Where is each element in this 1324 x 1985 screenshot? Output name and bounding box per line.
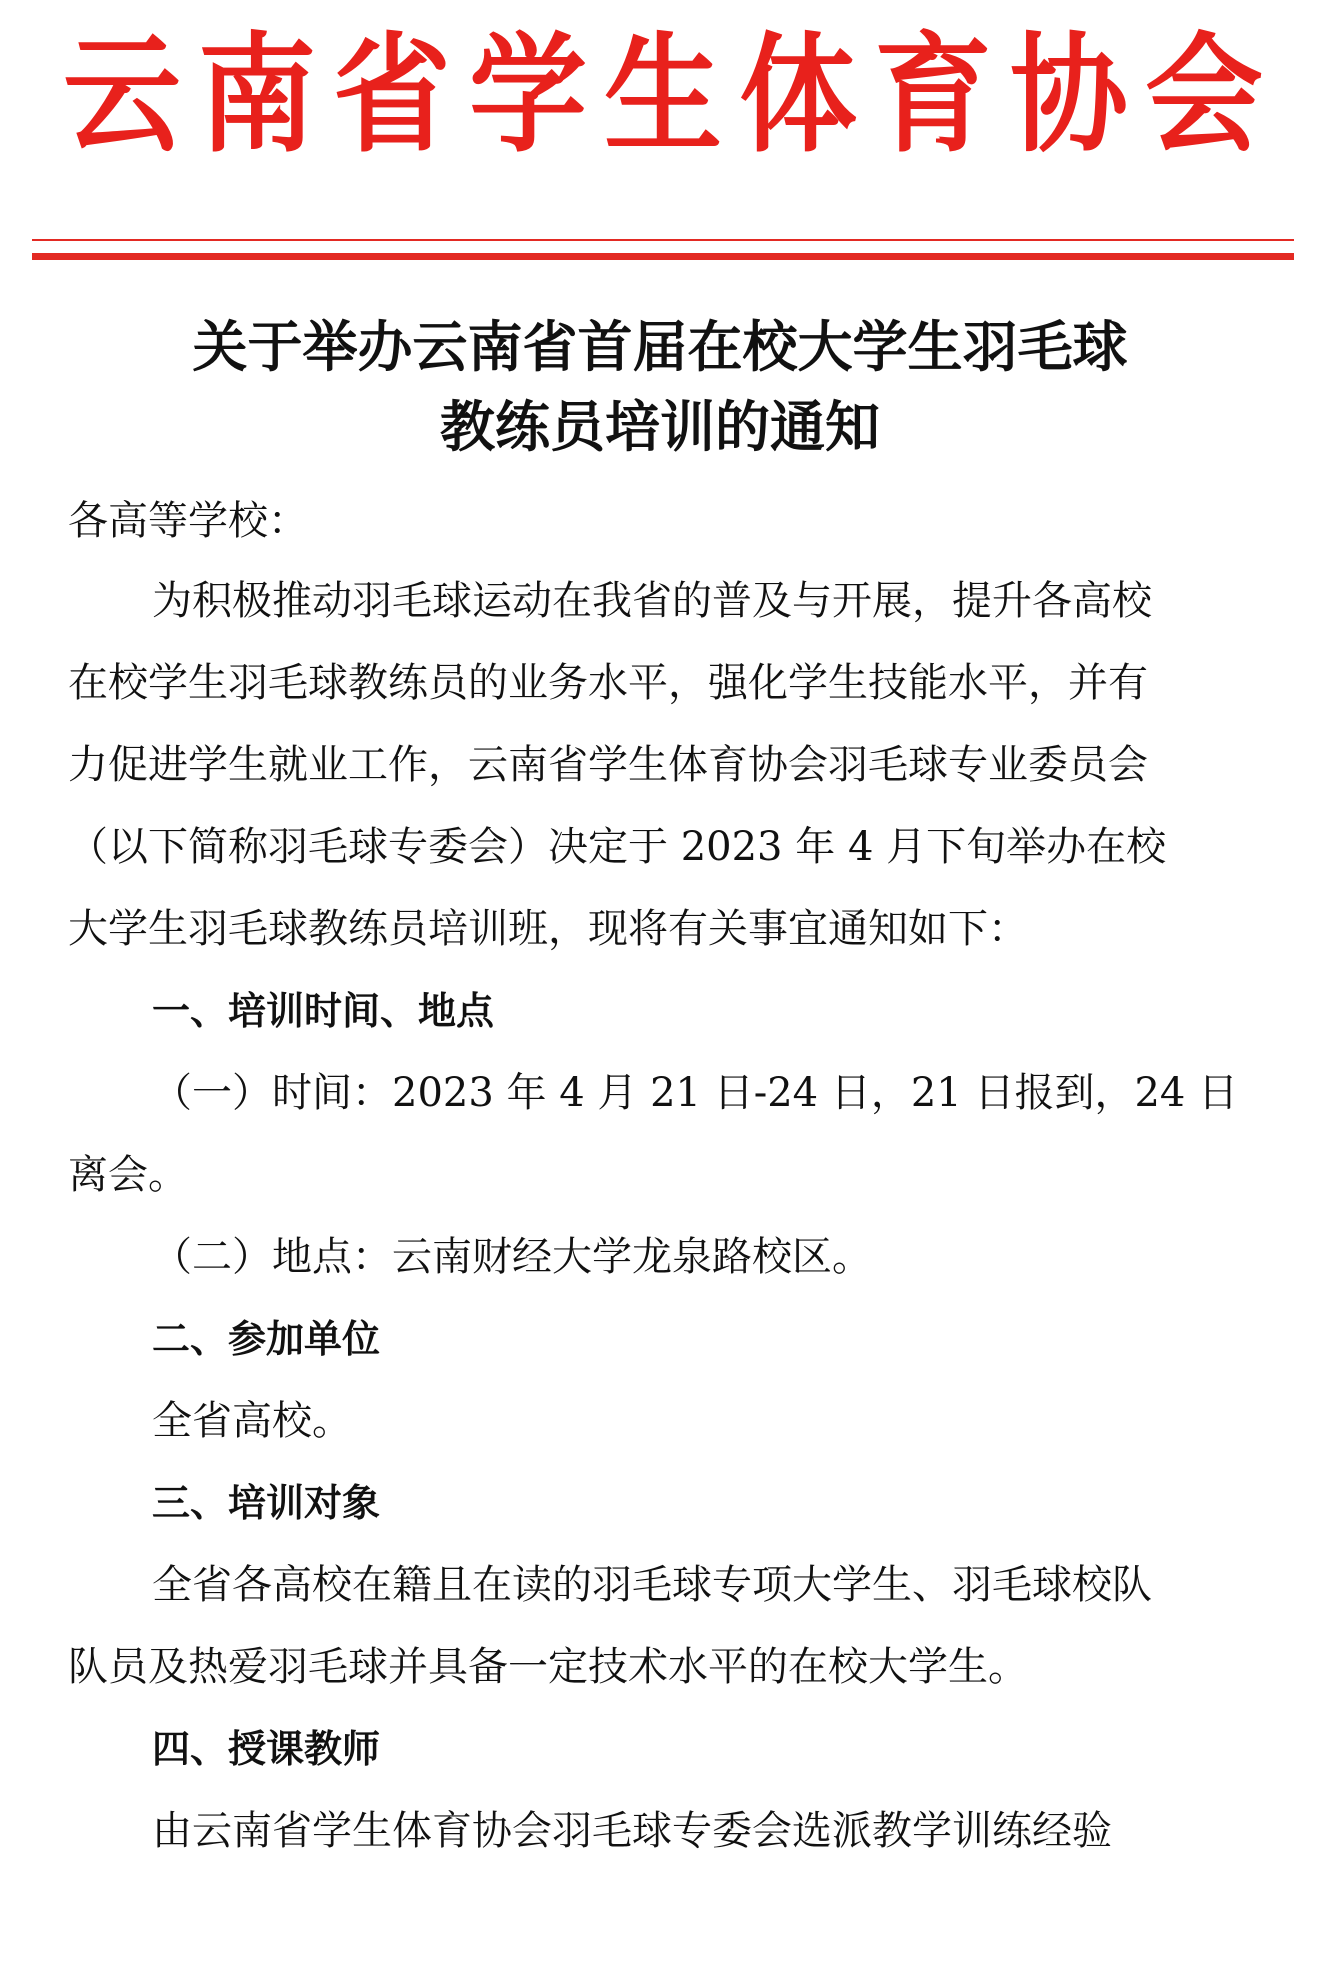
- document-title-line1: 关于举办云南省首届在校大学生羽毛球: [192, 315, 1128, 379]
- letterhead-char: 云: [63, 21, 181, 170]
- section-text-line: （一）时间：2023 年 4 月 21 日-24 日，21 日报到，24 日: [152, 1070, 1239, 1116]
- document-title-line2: 教练员培训的通知: [439, 395, 880, 459]
- letterhead-char: 南: [198, 21, 317, 170]
- section-text-line: 离会。: [68, 1152, 188, 1198]
- intro-paragraph-line: （以下简称羽毛球专委会）决定于 2023 年 4 月下旬举办在校: [68, 824, 1167, 870]
- section-text-line: （二）地点：云南财经大学龙泉路校区。: [152, 1234, 872, 1280]
- section-text-line: 全省高校。: [152, 1398, 352, 1444]
- letterhead-divider-thin: [32, 239, 1294, 241]
- letterhead-char: 协: [1009, 21, 1128, 170]
- section-heading: 二、参加单位: [152, 1317, 381, 1361]
- letterhead-char: 会: [1144, 21, 1263, 170]
- section-text-line: 队员及热爱羽毛球并具备一定技术水平的在校大学生。: [68, 1644, 1028, 1690]
- intro-paragraph-line: 为积极推动羽毛球运动在我省的普及与开展，提升各高校: [152, 578, 1152, 624]
- letterhead-divider-thick: [32, 253, 1294, 260]
- section-text-line: 全省各高校在籍且在读的羽毛球专项大学生、羽毛球校队: [152, 1562, 1152, 1608]
- section-heading: 四、授课教师: [152, 1727, 381, 1771]
- letterhead-char: 体: [739, 21, 858, 170]
- salutation: 各高等学校：: [68, 498, 308, 544]
- section-text-line: 由云南省学生体育协会羽毛球专委会选派教学训练经验: [152, 1808, 1112, 1854]
- intro-paragraph-line: 大学生羽毛球教练员培训班，现将有关事宜通知如下：: [68, 906, 1028, 952]
- letterhead-char: 育: [874, 21, 993, 170]
- letterhead-char: 省: [333, 21, 452, 170]
- intro-paragraph-line: 在校学生羽毛球教练员的业务水平，强化学生技能水平，并有: [68, 660, 1148, 706]
- intro-paragraph-line: 力促进学生就业工作，云南省学生体育协会羽毛球专业委员会: [68, 742, 1148, 788]
- section-heading: 一、培训时间、地点: [152, 989, 495, 1033]
- section-heading: 三、培训对象: [152, 1481, 381, 1525]
- letterhead-char: 学: [468, 21, 587, 170]
- letterhead-char: 生: [604, 21, 722, 170]
- org-letterhead-title: [58, 21, 1268, 170]
